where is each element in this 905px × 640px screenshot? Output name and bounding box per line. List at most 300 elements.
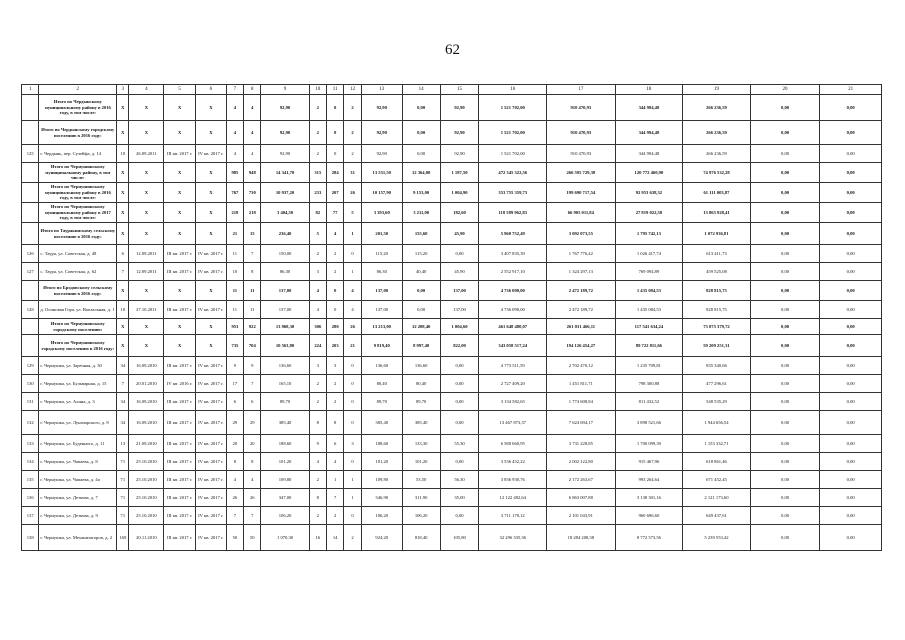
row-title-cell: г. Чернушка, ул. Алина, д. 3: [39, 393, 117, 411]
table-cell: 6 863 007,88: [547, 489, 616, 507]
table-cell: 155,60: [402, 223, 440, 245]
table-cell: 353 755 359,73: [479, 183, 547, 203]
table-cell: 0: [344, 375, 361, 393]
table-cell: 344 994,48: [615, 145, 683, 163]
table-cell: 21: [226, 223, 243, 245]
table-cell: X: [164, 183, 196, 203]
table-cell: 828 815,75: [683, 281, 751, 301]
table-cell: 34: [117, 393, 129, 411]
table-cell: X: [117, 319, 129, 335]
table-cell: 56,30: [440, 471, 479, 489]
table-cell: 233: [309, 183, 326, 203]
table-cell: 1 324 297,13: [547, 263, 616, 281]
table-cell: 199 690 717,54: [547, 183, 616, 203]
table-cell: X: [129, 95, 164, 121]
table-cell: 922: [244, 319, 261, 335]
table-cell: 2: [344, 121, 361, 145]
table-cell: X: [129, 203, 164, 223]
table-cell: 4: [244, 95, 261, 121]
table-cell: 0,00: [402, 121, 440, 145]
table-cell: 34: [117, 411, 129, 435]
table-cell: 118 589 962,83: [479, 203, 547, 223]
table-cell: 3 711 178,12: [479, 507, 547, 525]
table-cell: 71: [117, 453, 129, 471]
table-cell: 266 595 729,38: [547, 163, 616, 183]
table-cell: 0,00: [750, 453, 820, 471]
table-cell: 1 070,30: [261, 525, 309, 551]
table-cell: IV кв. 2017 г.: [196, 301, 227, 319]
table-cell: 71: [117, 507, 129, 525]
table-cell: 8: [309, 489, 326, 507]
table-cell: 0,00: [820, 393, 882, 411]
table-cell: 40,40: [402, 263, 440, 281]
table-cell: 1 521 702,00: [479, 145, 547, 163]
table-cell: 0,00: [750, 489, 820, 507]
table-cell: 207: [326, 183, 343, 203]
table-cell: 2: [344, 525, 361, 551]
table-cell: 6: [326, 435, 343, 453]
table-cell: 80,40: [361, 375, 402, 393]
table-cell: X: [117, 163, 129, 183]
table-cell: IV кв. 2017 г.: [196, 263, 227, 281]
table-cell: 6: [244, 393, 261, 411]
table-cell: 704: [244, 335, 261, 357]
table-cell: 92,90: [440, 145, 479, 163]
table-cell: 224: [309, 335, 326, 357]
table-cell: 133,30: [402, 435, 440, 453]
table-cell: 106,20: [261, 507, 309, 525]
table-cell: 203: [326, 335, 343, 357]
table-cell: 13 551,50: [361, 163, 402, 183]
table-cell: 13: [117, 435, 129, 453]
total-row: [22, 223, 882, 245]
table-cell: 35,00: [440, 489, 479, 507]
table-cell: 3 898 521,66: [615, 411, 683, 435]
table-cell: 4: [244, 121, 261, 145]
table-cell: 0: [344, 393, 361, 411]
row-title-cell: г. Чернушка, ул. Бульварная, д. 15: [39, 375, 117, 393]
table-cell: 4: [309, 281, 326, 301]
table-cell: 1 700 099,39: [615, 435, 683, 453]
row-title-cell: г. Чернушка, ул. Чапаева, д. 4а: [39, 471, 117, 489]
table-cell: 71: [117, 489, 129, 507]
table-cell: 9 819,40: [361, 335, 402, 357]
table-cell: 2: [344, 95, 361, 121]
table-cell: IV кв. 2017 г.: [196, 245, 227, 263]
table-cell: 26.09.2011: [129, 145, 164, 163]
table-cell: 13 467 873,37: [479, 411, 547, 435]
table-cell: [22, 281, 39, 301]
table-cell: 6 580 660,95: [479, 435, 547, 453]
table-cell: X: [196, 335, 227, 357]
table-cell: 0,00: [820, 489, 882, 507]
table-cell: 133: [22, 435, 39, 453]
column-number: 11: [326, 85, 343, 95]
table-cell: III кв. 2017 г.: [164, 471, 196, 489]
table-cell: 1 521 702,00: [479, 95, 547, 121]
row-title-cell: г. Чердынь, пер. Сулейфа, д. 14: [39, 145, 117, 163]
table-cell: 0,00: [440, 507, 479, 525]
table-cell: 8: [226, 453, 243, 471]
table-cell: 7: [326, 489, 343, 507]
table-cell: 2: [309, 145, 326, 163]
table-cell: 0,00: [820, 301, 882, 319]
table-cell: X: [129, 121, 164, 145]
table-cell: 101,20: [261, 453, 309, 471]
table-cell: 0,00: [820, 471, 882, 489]
table-row: [22, 507, 882, 525]
table-cell: 106,20: [402, 507, 440, 525]
table-cell: III кв. 2017 г.: [164, 301, 196, 319]
table-cell: 3 536 452,22: [479, 453, 547, 471]
table-cell: 4: [226, 471, 243, 489]
table-cell: 53,50: [402, 471, 440, 489]
table-cell: 109,80: [361, 471, 402, 489]
table-cell: 92,90: [440, 121, 479, 145]
table-cell: 16.09.2010: [129, 393, 164, 411]
table-cell: 315: [309, 163, 326, 183]
row-title-cell: Итого по Чердынскому городскому поселению в 2016 году:: [39, 121, 117, 145]
table-cell: 9 153,00: [402, 183, 440, 203]
table-cell: 0,00: [402, 281, 440, 301]
table-cell: 45,90: [440, 223, 479, 245]
table-cell: 7: [244, 507, 261, 525]
table-cell: 117 541 634,24: [615, 319, 683, 335]
table-cell: 0: [344, 411, 361, 435]
table-cell: 77: [326, 203, 343, 223]
table-cell: 0,00: [820, 375, 882, 393]
table-cell: 3 404,50: [261, 203, 309, 223]
table-cell: III кв. 2017 г.: [164, 507, 196, 525]
table-cell: 4: [226, 145, 243, 163]
table-cell: 2: [344, 145, 361, 163]
table-cell: 671 452,45: [683, 471, 751, 489]
table-cell: III кв. 2017 г.: [164, 453, 196, 471]
table-cell: 13 865 928,41: [683, 203, 751, 223]
table-cell: 0,00: [750, 121, 820, 145]
table-cell: 89 722 811,66: [615, 335, 683, 357]
table-cell: 61 111 003,87: [683, 183, 751, 203]
table-cell: 1 004,90: [440, 183, 479, 203]
table-cell: 26: [344, 183, 361, 203]
table-cell: 150,00: [261, 245, 309, 263]
table-cell: 20.11.2010: [129, 525, 164, 551]
table-cell: 835 340,66: [683, 357, 751, 375]
table-cell: 89,70: [361, 393, 402, 411]
table-cell: 1 072 936,81: [683, 223, 751, 245]
table-cell: III кв. 2017 г.: [164, 525, 196, 551]
table-cell: 89,70: [261, 393, 309, 411]
table-cell: 101,20: [402, 453, 440, 471]
table-cell: 1 795 742,13: [615, 223, 683, 245]
table-cell: X: [196, 121, 227, 145]
table-cell: 4: [326, 223, 343, 245]
table-cell: X: [117, 203, 129, 223]
table-cell: 266 236,59: [683, 145, 751, 163]
table-cell: 7: [226, 507, 243, 525]
table-cell: 7: [117, 263, 129, 281]
table-cell: 2: [309, 95, 326, 121]
table-cell: X: [196, 223, 227, 245]
table-cell: X: [164, 335, 196, 357]
column-number: 9: [261, 85, 309, 95]
table-cell: 137,00: [440, 301, 479, 319]
table-cell: 0,00: [750, 183, 820, 203]
table-cell: 0,00: [750, 263, 820, 281]
table-cell: 182,60: [440, 203, 479, 223]
table-cell: 0,00: [440, 411, 479, 435]
column-number: 8: [244, 85, 261, 95]
table-cell: 0,00: [820, 263, 882, 281]
table-cell: 16: [309, 525, 326, 551]
table-cell: 0,00: [750, 163, 820, 183]
table-cell: 218: [244, 203, 261, 223]
table-cell: 11: [226, 281, 243, 301]
table-cell: 134: [22, 453, 39, 471]
table-cell: 2: [326, 393, 343, 411]
table-cell: 1 235 709,81: [615, 357, 683, 375]
table-cell: 32 296 335,36: [479, 525, 547, 551]
table-cell: 89,70: [402, 393, 440, 411]
table-cell: 20: [244, 435, 261, 453]
table-cell: 1: [344, 263, 361, 281]
table-cell: IV кв. 2017 г.: [196, 489, 227, 507]
table-cell: 3 731 228,85: [547, 435, 616, 453]
table-cell: 9: [244, 357, 261, 375]
table-cell: 0,00: [750, 357, 820, 375]
table-cell: 92,90: [261, 121, 309, 145]
table-cell: 129: [22, 357, 39, 375]
table-cell: 915 467,96: [615, 453, 683, 471]
table-cell: 0,00: [820, 435, 882, 453]
table-cell: 29: [226, 411, 243, 435]
table-cell: [22, 163, 39, 183]
table-cell: 1 774 608,84: [547, 393, 616, 411]
table-cell: 16.09.2010: [129, 411, 164, 435]
table-cell: 0,00: [820, 281, 882, 301]
table-row: [22, 357, 882, 375]
table-cell: 0,00: [750, 281, 820, 301]
column-number: 1: [22, 85, 39, 95]
table-cell: 811 432,52: [615, 393, 683, 411]
column-number: 21: [820, 85, 882, 95]
table-cell: 3 407 835,39: [479, 245, 547, 263]
table-cell: 20: [226, 435, 243, 453]
table-cell: III кв. 2017 г.: [164, 357, 196, 375]
table-cell: 343 058 517,24: [479, 335, 547, 357]
table-cell: 194 126 454,27: [547, 335, 616, 357]
table-cell: X: [164, 223, 196, 245]
table-cell: 34: [117, 357, 129, 375]
table-cell: 0,00: [402, 301, 440, 319]
table-cell: 0: [326, 95, 343, 121]
table-cell: 0,00: [820, 121, 882, 145]
table-cell: 136,60: [402, 357, 440, 375]
table-cell: 137: [22, 507, 39, 525]
table-cell: X: [129, 183, 164, 203]
table-cell: 5 239 553,42: [683, 525, 751, 551]
table-cell: [22, 335, 39, 357]
table-cell: 16.09.2010: [129, 357, 164, 375]
table-cell: 137,00: [261, 281, 309, 301]
table-cell: 0,00: [440, 357, 479, 375]
table-row: [22, 453, 882, 471]
table-cell: 2: [326, 507, 343, 525]
table-cell: 137,00: [440, 281, 479, 301]
table-cell: 59 209 251,31: [683, 335, 751, 357]
table-cell: 92 953 638,32: [615, 183, 683, 203]
table-cell: 131: [22, 393, 39, 411]
table-cell: 0,00: [820, 203, 882, 223]
table-cell: 2: [309, 507, 326, 525]
table-cell: [22, 319, 39, 335]
table-cell: 7: [117, 375, 129, 393]
row-title-cell: г. Чернушка, ул. Механизаторов, д. 2: [39, 525, 117, 551]
table-cell: 188,60: [261, 435, 309, 453]
table-cell: III кв. 2017 г.: [164, 145, 196, 163]
table-cell: 9: [309, 435, 326, 453]
table-cell: 92,90: [261, 145, 309, 163]
table-cell: 25.10.2010: [129, 471, 164, 489]
table-cell: 10: [117, 301, 129, 319]
table-cell: 201,50: [361, 223, 402, 245]
table-cell: 17: [226, 375, 243, 393]
column-number: 20: [750, 85, 820, 95]
table-cell: 6: [117, 245, 129, 263]
table-cell: 125: [22, 145, 39, 163]
table-cell: 5: [344, 203, 361, 223]
table-cell: 21: [344, 335, 361, 357]
column-number-row: [22, 85, 882, 95]
table-cell: 45,90: [440, 263, 479, 281]
table-cell: 82: [309, 203, 326, 223]
table-cell: 106,20: [361, 507, 402, 525]
table-cell: X: [196, 163, 227, 183]
row-title-cell: с. Таура, ул. Советская, д. 48: [39, 245, 117, 263]
table-row: [22, 145, 882, 163]
table-cell: 0,00: [750, 375, 820, 393]
table-cell: 8: [326, 411, 343, 435]
table-cell: 3: [344, 435, 361, 453]
table-cell: IV кв. 2017 г.: [196, 507, 227, 525]
table-cell: 3 092 073,55: [547, 223, 616, 245]
table-cell: 266 236,59: [683, 121, 751, 145]
table-cell: 120 772 460,90: [615, 163, 683, 183]
table-cell: 730: [244, 183, 261, 203]
table-cell: IV кв. 2017 г.: [196, 375, 227, 393]
table-cell: 15: [244, 223, 261, 245]
table-cell: 0,00: [750, 435, 820, 453]
table-cell: 461 648 480,07: [479, 319, 547, 335]
table-cell: 0,00: [820, 335, 882, 357]
table-cell: X: [164, 203, 196, 223]
table-cell: 0,00: [750, 507, 820, 525]
table-cell: III кв. 2017 г.: [164, 435, 196, 453]
table-cell: 0,00: [750, 525, 820, 551]
table-cell: 4 773 511,59: [479, 357, 547, 375]
table-cell: 993 264,64: [615, 471, 683, 489]
table-cell: 1: [344, 489, 361, 507]
total-row: [22, 335, 882, 357]
table-cell: 769 094,89: [615, 263, 683, 281]
table-cell: 101,20: [361, 453, 402, 471]
table-cell: 8 997,40: [402, 335, 440, 357]
row-title-cell: г. Чернушка, ул. Деткова, д. 9: [39, 507, 117, 525]
table-cell: X: [117, 281, 129, 301]
table-cell: 953: [226, 319, 243, 335]
table-cell: 1 435 084,53: [615, 301, 683, 319]
row-title-cell: г. Чернушка, ул. Чапаева, д. 8: [39, 453, 117, 471]
table-cell: [22, 203, 39, 223]
table-cell: 346,90: [361, 489, 402, 507]
table-cell: 306: [309, 319, 326, 335]
table-cell: 948: [244, 163, 261, 183]
table-cell: IV кв. 2017 г.: [196, 471, 227, 489]
table-cell: 86,30: [361, 263, 402, 281]
table-cell: X: [129, 163, 164, 183]
table-cell: 13 213,00: [361, 319, 402, 335]
table-cell: 8: [244, 453, 261, 471]
column-number: 14: [402, 85, 440, 95]
table-cell: 0,00: [820, 223, 882, 245]
table-cell: IV кв. 2017 г.: [196, 357, 227, 375]
table-cell: X: [129, 319, 164, 335]
column-number: 17: [547, 85, 616, 95]
table-cell: 3: [309, 357, 326, 375]
table-cell: IV кв. 2017 г.: [196, 145, 227, 163]
table-cell: 25.10.2010: [129, 507, 164, 525]
column-number: 5: [164, 85, 196, 95]
table-cell: 11: [226, 301, 243, 319]
row-title-cell: Итого по Чернушинскому муниципальному району, в том числе:: [39, 163, 117, 183]
table-cell: 11: [244, 281, 261, 301]
table-cell: 12 208,40: [402, 319, 440, 335]
table-cell: 27.10.2011: [129, 301, 164, 319]
table-cell: 4: [344, 301, 361, 319]
table-cell: 4: [309, 301, 326, 319]
table-cell: 0,00: [820, 453, 882, 471]
table-cell: 4: [244, 145, 261, 163]
table-cell: 0,00: [440, 375, 479, 393]
table-cell: 0,00: [820, 319, 882, 335]
table-cell: 0: [344, 453, 361, 471]
table-cell: 1 521 702,00: [479, 121, 547, 145]
table-cell: 5: [309, 223, 326, 245]
table-cell: 2: [326, 375, 343, 393]
table-cell: 2 002 122,80: [547, 453, 616, 471]
table-cell: 0,00: [820, 95, 882, 121]
table-cell: 4: [309, 453, 326, 471]
table-cell: 12.09.2011: [129, 245, 164, 263]
table-cell: 2: [309, 245, 326, 263]
table-cell: X: [117, 95, 129, 121]
table-cell: 344 994,48: [615, 95, 683, 121]
table-cell: [22, 121, 39, 145]
table-cell: 2: [309, 121, 326, 145]
table-cell: 3 138 301,16: [615, 489, 683, 507]
table-cell: 385,40: [402, 411, 440, 435]
table-row: [22, 301, 882, 319]
row-title-cell: Итого по Тауракинскому сельскому поселению в 2016 году:: [39, 223, 117, 245]
table-cell: 2 172 263,67: [547, 471, 616, 489]
table-cell: 0: [344, 507, 361, 525]
table-cell: 767: [226, 183, 243, 203]
table-row: [22, 245, 882, 263]
table-cell: 31: [344, 163, 361, 183]
table-cell: 618 861,46: [683, 453, 751, 471]
table-cell: 10: [117, 145, 129, 163]
row-title-cell: Итого по Чернушинскому муниципальному району в 2017 году, в том числе:: [39, 203, 117, 223]
